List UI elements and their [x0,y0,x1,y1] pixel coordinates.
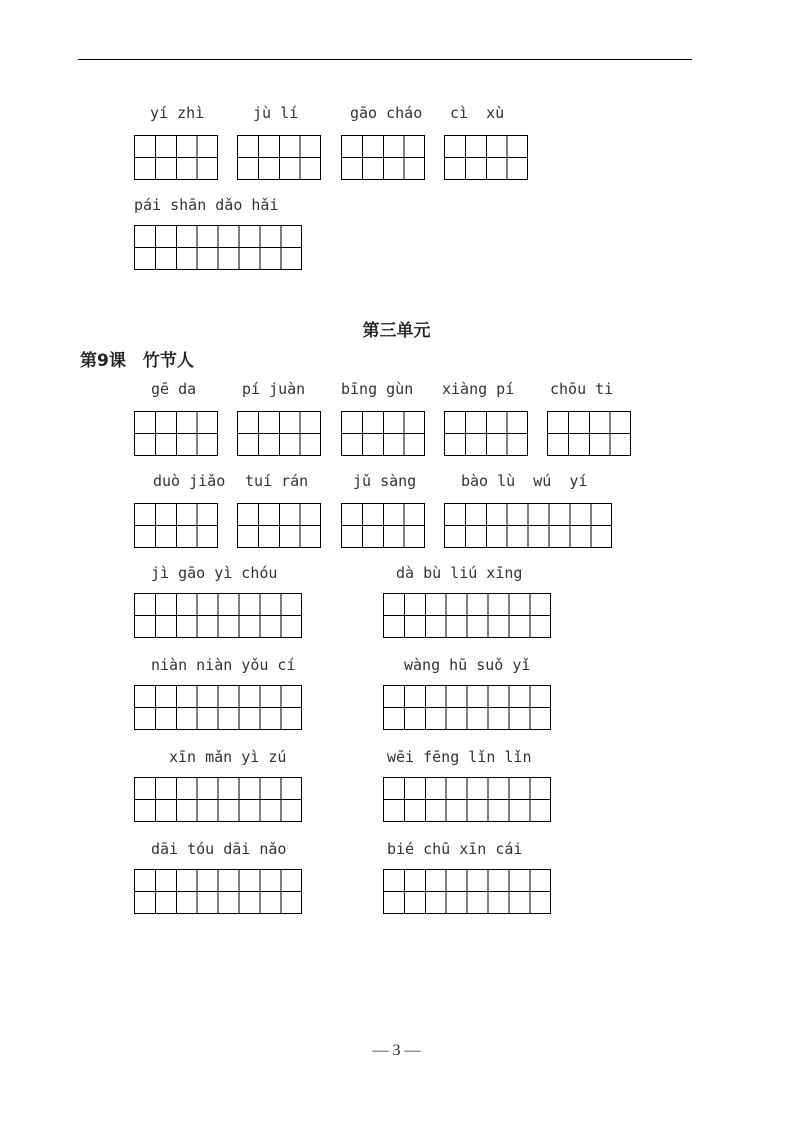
pinyin-prompt: xiàng pí [442,380,515,398]
lesson-title: 第9课 竹节人 [80,351,194,371]
pinyin-prompt: gāo cháo [350,104,423,122]
writing-grid[interactable] [383,593,551,638]
writing-grid[interactable] [383,869,551,914]
writing-grid[interactable] [444,411,528,456]
writing-grid[interactable] [134,685,302,730]
pinyin-prompt: jǔ sàng [353,472,417,490]
writing-grid[interactable] [237,503,321,548]
pinyin-prompt: niàn niàn yǒu cí [151,656,296,674]
writing-grid[interactable] [134,503,218,548]
pinyin-prompt: jù lí [253,104,299,122]
writing-grid[interactable] [134,225,302,270]
writing-grid[interactable] [341,135,425,180]
pinyin-prompt: xīn mǎn yì zú [169,748,287,766]
writing-grid[interactable] [237,411,321,456]
header-rule [78,59,692,60]
pinyin-prompt: pái shān dǎo hǎi [134,196,279,214]
writing-grid[interactable] [547,411,631,456]
pinyin-prompt: dà bù liú xīng [396,564,523,582]
pinyin-prompt: bié chū xīn cái [387,840,523,858]
page-number: — 3 — [372,1042,421,1059]
pinyin-prompt: jì gāo yì chóu [151,564,278,582]
unit-title: 第三单元 [362,321,431,341]
writing-grid[interactable] [341,503,425,548]
pinyin-prompt: cì xù [450,104,505,122]
writing-grid[interactable] [134,593,302,638]
pinyin-prompt: bīng gùn [341,380,414,398]
pinyin-prompt: pí juàn [242,380,306,398]
pinyin-prompt: bào lù wú yí [461,472,588,490]
writing-grid[interactable] [134,411,218,456]
pinyin-prompt: yí zhì [150,104,205,122]
pinyin-prompt: dāi tóu dāi nǎo [151,840,287,858]
pinyin-prompt: gē da [151,380,197,398]
pinyin-prompt: duò jiǎo [153,472,226,490]
writing-grid[interactable] [134,777,302,822]
writing-grid[interactable] [237,135,321,180]
writing-grid[interactable] [383,685,551,730]
pinyin-prompt: tuí rán [245,472,309,490]
writing-grid[interactable] [444,135,528,180]
writing-grid[interactable] [134,869,302,914]
pinyin-prompt: wēi fēng lǐn lǐn [387,748,532,766]
writing-grid[interactable] [134,135,218,180]
writing-grid[interactable] [341,411,425,456]
writing-grid[interactable] [444,503,612,548]
writing-grid[interactable] [383,777,551,822]
pinyin-prompt: wàng hū suǒ yǐ [404,656,531,674]
pinyin-prompt: chōu ti [550,380,614,398]
